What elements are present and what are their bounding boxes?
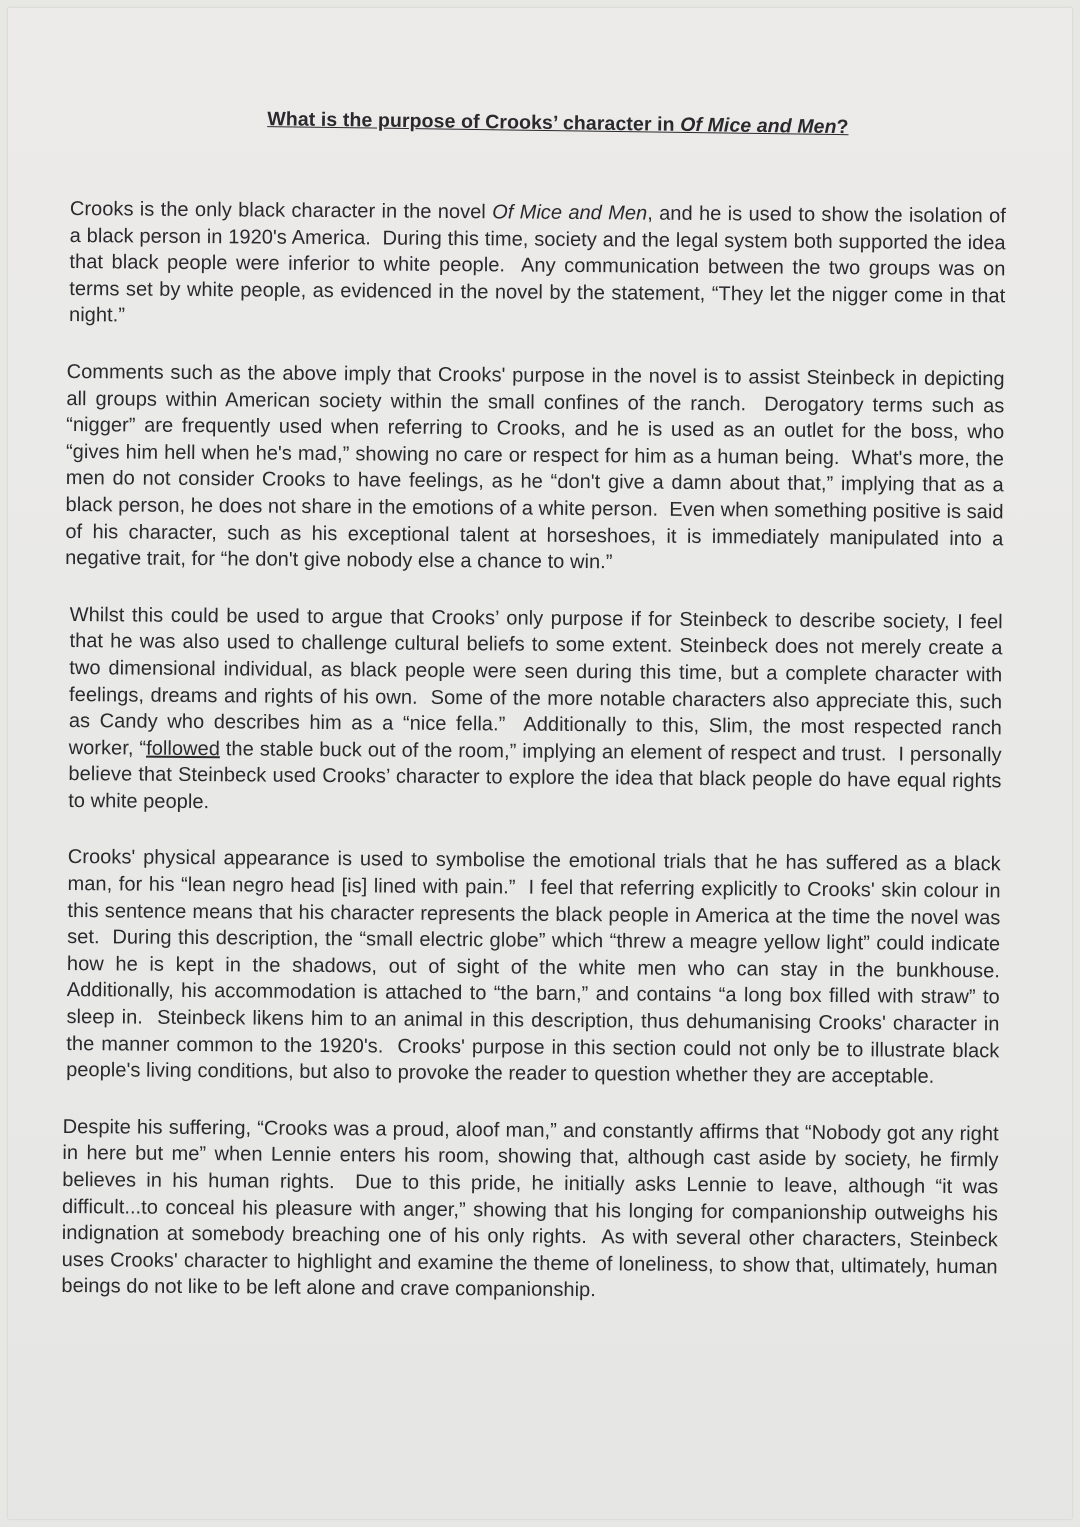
paragraph-1 — [68, 196, 1012, 336]
paragraph-3-after: the stable buck out of the room,” implying an element of respect and trust. I personally believe that Steinbeck used Crooks’ character to explore the idea that black people do have equal rights to white people. — [68, 737, 1008, 813]
paragraph-5: Despite his suffering, “Crooks was a proud, aloof man,” and constantly affirms that “Nobody got any right in here but me” when Lennie enters his room, showing that, although cast aside by society, he firmly believes in his human rights. Due to this pride, he initially asks Lennie to leave, although “it was difficult...to conceal his pleasure with anger,” showing that his longing for companionship outweighs his indignation at somebody breaching one of his only rights. As with several other characters, Steinbeck uses Crooks' character to highlight and examine the theme of loneliness, to show that, ultimately, human beings do not like to be left alone and crave companionship. — [61, 1115, 1005, 1302]
title-book-name: Of Mice and Men — [680, 113, 837, 139]
title-text: What is the purpose of Crooks’ character in — [267, 108, 681, 136]
title-question-mark: ? — [836, 116, 849, 139]
paragraph-2: Comments such as the above imply that Crooks' purpose in the novel is to assist Steinbeck in depicting all groups within American society within the small confines of the ranch. Derogatory terms such as “nigger” are frequently used when referring to Crooks, and he is used as an outlet for the boss, who “gives him hell when he's mad,” showing no care or respect for him as a human being. What's more, the men do not consider Crooks to have feelings, as he “don't give a damn about that,” implying that as a black person, he does not share in the emotions of a white person. Even when something positive is said of his character, such as his exceptional talent at horseshoes, it is immediately manipulated into a negative trait, for “he don't give nobody else a chance to win.” — [65, 360, 1011, 574]
document-page — [8, 8, 1072, 1519]
paragraph-3 — [68, 602, 1009, 822]
essay-body — [61, 196, 1012, 1337]
paragraph-3-before: Whilst this could be used to argue that Crooks’ only purpose if for Steinbeck to describe society, I feel that he was also used to challenge cultural beliefs to some extent. Steinbeck does not merely create a two dimensional individual, as black people were seen during this time, but a complete character with feelings, dreams and rights of his own. Some of the more notable characters also appreciate this, such as Candy who describes him as a “nice fella.” Additionally to this, Slim, the most respected ranch worker, “ — [68, 603, 1009, 760]
paragraph-1-book-name: Of Mice and Men — [492, 201, 648, 225]
paragraph-1-before: Crooks is the only black character in the novel — [69, 197, 493, 224]
paragraph-4: Crooks' physical appearance is used to symbolise the emotional trials that he has suffered as a black man, for his “lean negro head [is] lined with pain.” I feel that referring explicitly to Crooks' skin colour in this sentence means that his character represents the black people in America at the time the novel was set. During this description, the “small electric globe” which “threw a meagre yellow light” could indicate how he is kept in the shadows, out of sight of the white men who can stay in the bunkhouse. Additionally, his accommodation is attached to “the barn,” and contains “a long box filled with straw” to sleep in. Steinbeck likens him to an animal in this description, thus dehumanising Crooks' character in the manner common to the 1920's. Crooks' purpose in this section could not only be to illustrate black people's living conditions, but also to provoke the reader to question whether they are acceptable. — [66, 846, 1012, 1089]
paragraph-3-underlined-word: followed — [146, 737, 220, 760]
page-title — [118, 106, 998, 141]
paragraph-1-after: , and he is used to show the isolation of a black person in 1920's America. During this time, society and the legal system both supported the idea that black people were inferior to white people. Any communication between the two groups was on terms set by white people, as evidenced in the novel by the statement, “They let the nigger come in that night.” — [68, 202, 1012, 327]
